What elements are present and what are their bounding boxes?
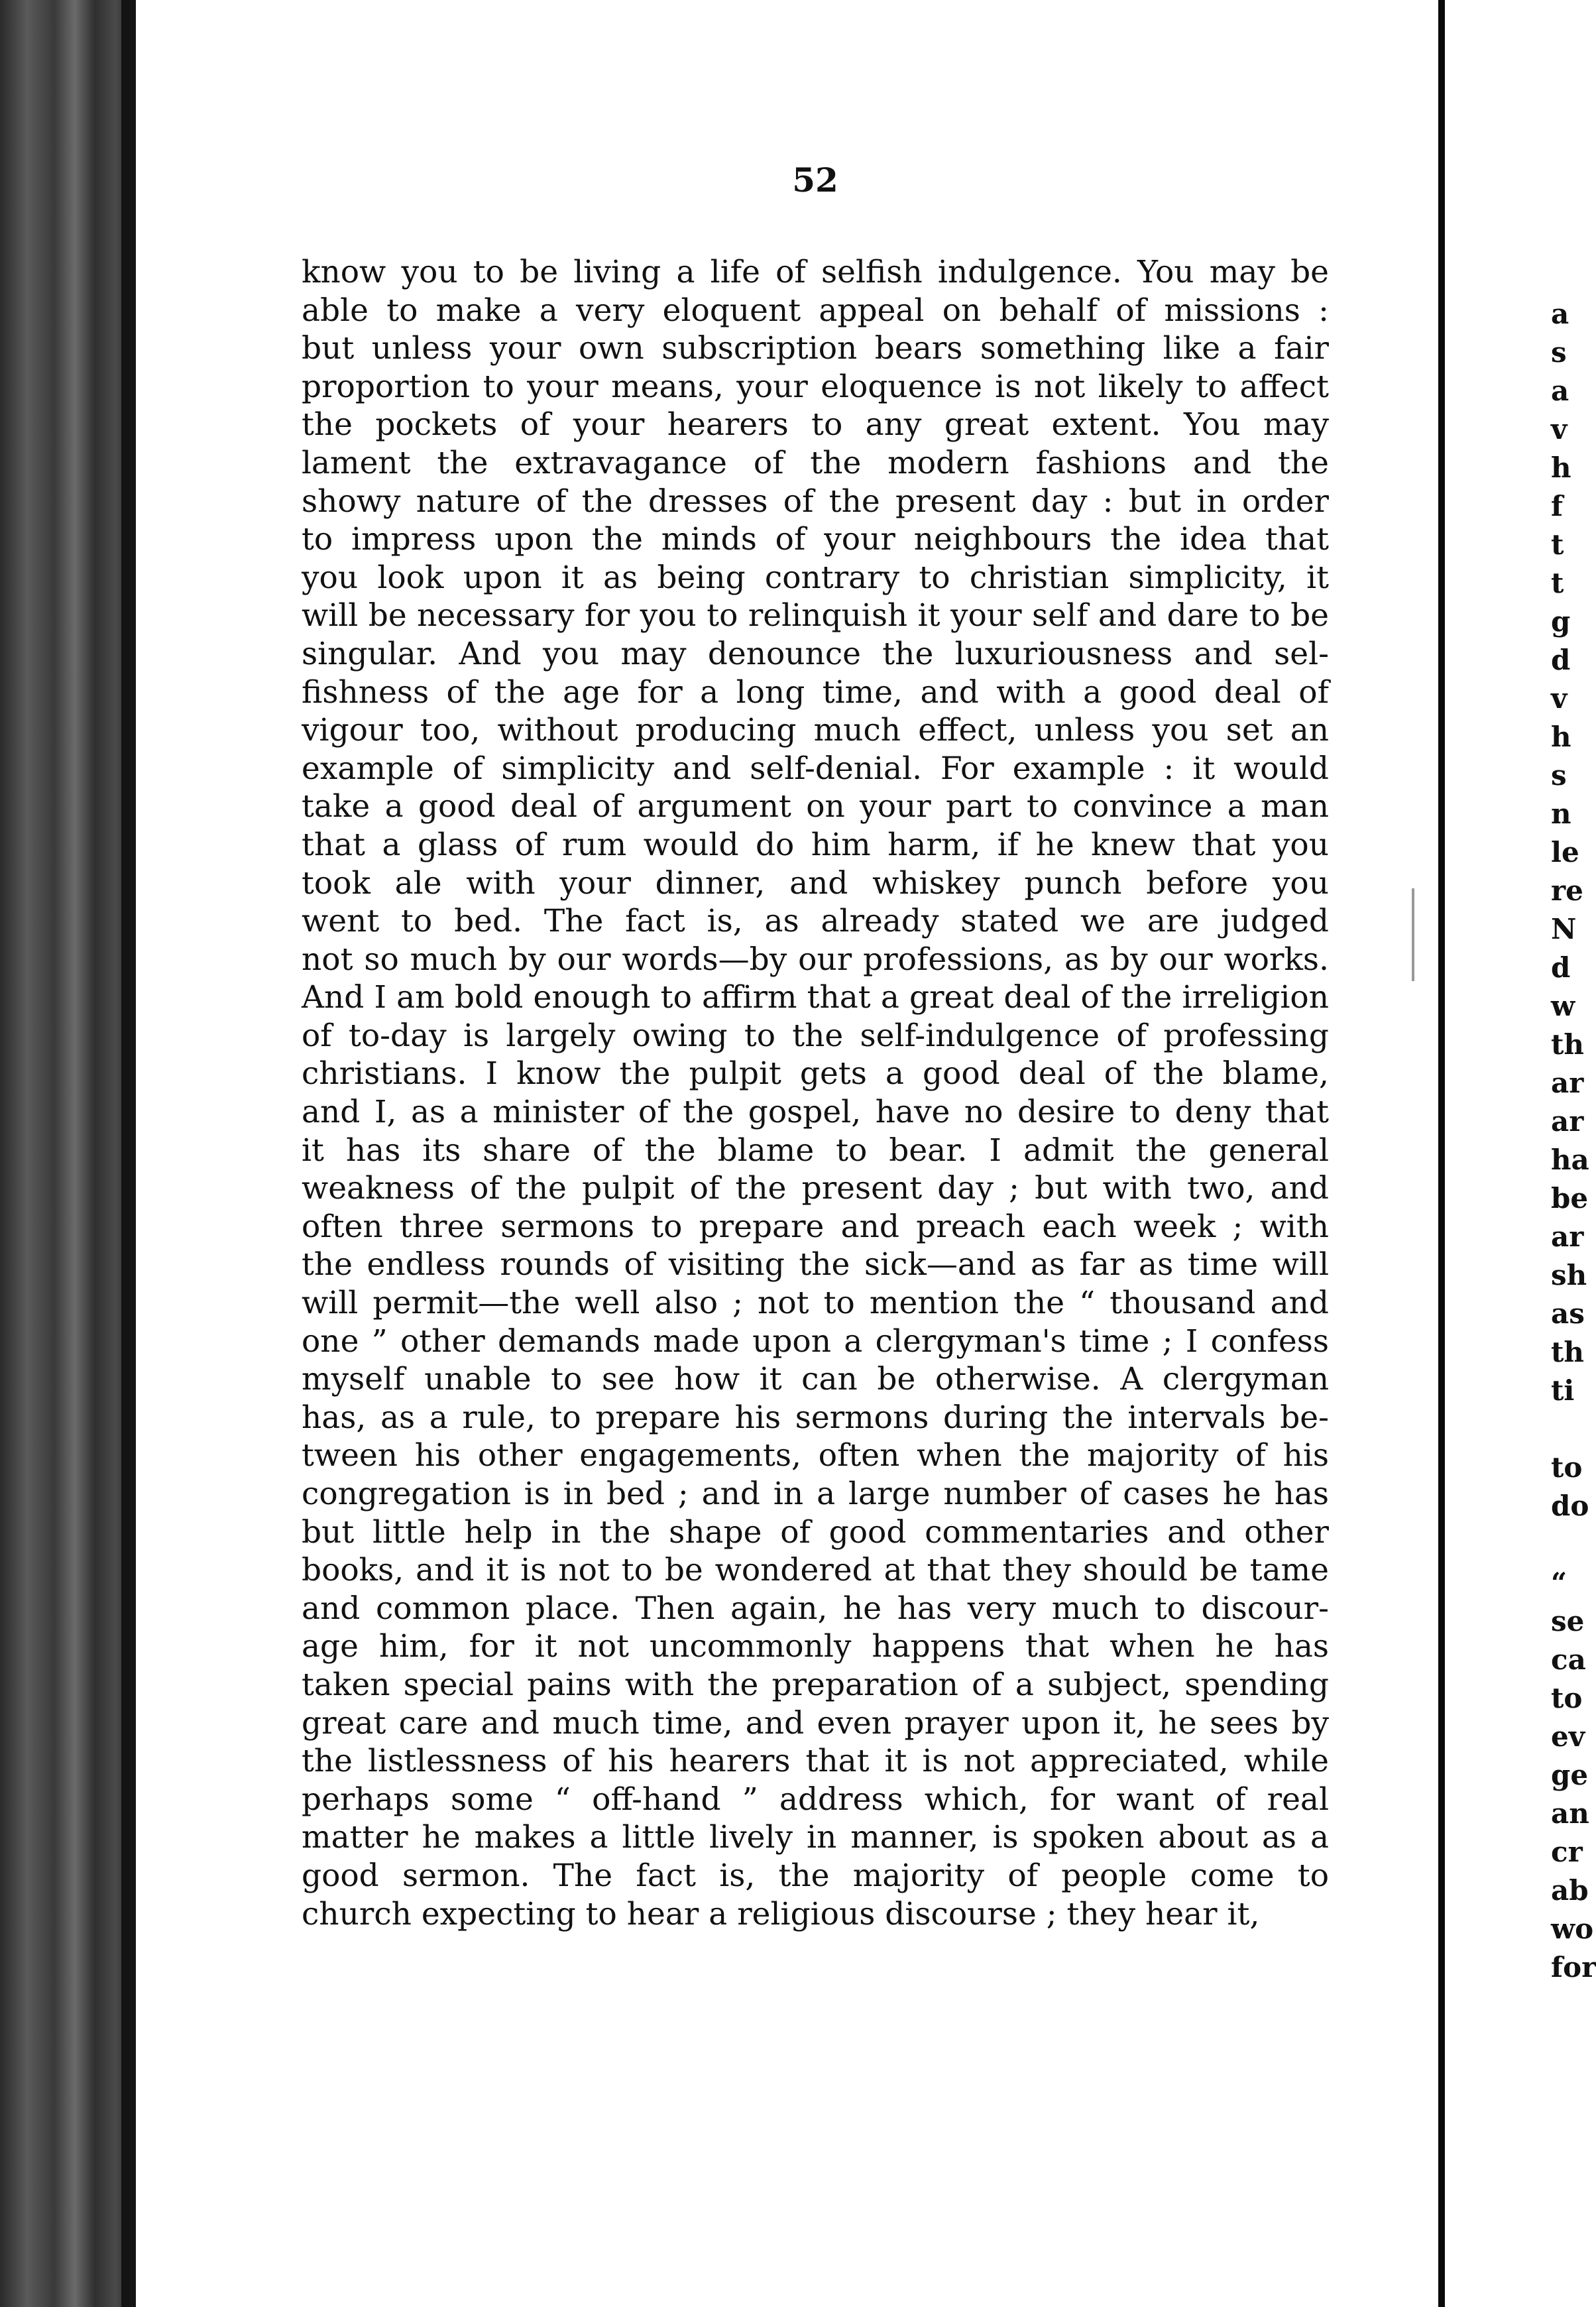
text-line: to impress upon the minds of your neighbours the idea that [302, 521, 1329, 558]
fragment-line: s [1551, 336, 1567, 369]
page-number: 52 [792, 160, 838, 200]
fragment-line: wo [1551, 1913, 1594, 1945]
text-line: church expecting to hear a religious discourse ; they hear it, [302, 1895, 1260, 1932]
text-line: one ” other demands made upon a clergyman's time ; I confess [302, 1323, 1329, 1360]
text-line: but little help in the shape of good commentaries and other [302, 1513, 1329, 1551]
text-line: weakness of the pulpit of the present day ; but with two, and [302, 1170, 1329, 1207]
text-line: good sermon. The fact is, the majority of people come to [302, 1857, 1329, 1894]
text-line: you look upon it as being contrary to christian simplicity, it [302, 559, 1329, 596]
text-line: has, as a rule, to prepare his sermons during the intervals be- [302, 1399, 1329, 1436]
fragment-line: sh [1551, 1259, 1587, 1291]
book-binding-edge [0, 0, 136, 2307]
text-line: And I am bold enough to affirm that a great deal of the irreligion [302, 979, 1329, 1016]
text-line: but unless your own subscription bears something like a fair [302, 330, 1329, 367]
fragment-line: ge [1551, 1759, 1589, 1791]
fragment-line: ar [1551, 1067, 1584, 1099]
fragment-line: g [1551, 605, 1571, 638]
text-line: take a good deal of argument on your part to convince a man [302, 788, 1329, 825]
text-line: know you to be living a life of selfish indulgence. You may be [302, 254, 1329, 290]
text-line: took ale with your dinner, and whiskey punch before you [302, 864, 1329, 902]
fragment-line: re [1551, 874, 1583, 907]
fragment-line: h [1551, 721, 1571, 753]
fragment-line [1551, 1410, 1575, 1449]
fragment-line: ar [1551, 1220, 1584, 1253]
fragment-line: ar [1551, 1105, 1584, 1138]
fragment-line: v [1551, 413, 1568, 445]
fragment-line: ev [1551, 1720, 1585, 1753]
fragment-line: ti [1551, 1374, 1575, 1407]
fragment-line: a [1551, 375, 1569, 407]
text-line: age him, for it not uncommonly happens that when he has [302, 1628, 1329, 1665]
text-line: of to-day is largely owing to the self-indulgence of professing [302, 1017, 1329, 1054]
text-line: often three sermons to prepare and preach each week ; with [302, 1208, 1329, 1245]
text-line: will be necessary for you to relinquish it your self and dare to be [302, 597, 1329, 634]
fragment-line: s [1551, 759, 1567, 792]
fragment-line [1551, 1525, 1575, 1564]
fragment-line: d [1551, 951, 1571, 984]
body-text [302, 253, 1329, 1933]
fragment-line: se [1551, 1605, 1585, 1637]
text-line: myself unable to see how it can be otherwise. A clergyman [302, 1361, 1329, 1398]
fragment-line: cr [1551, 1836, 1583, 1868]
fragment-line: do [1551, 1490, 1589, 1522]
text-line: showy nature of the dresses of the present day : but in order [302, 483, 1329, 520]
text-line: proportion to your means, your eloquence is not likely to affect [302, 368, 1329, 405]
text-line: the pockets of your hearers to any great extent. You may [302, 406, 1329, 444]
text-line: the endless rounds of visiting the sick—and as far as time will [302, 1246, 1329, 1283]
text-line: that a glass of rum would do him harm, if he knew that you [302, 826, 1329, 863]
fragment-line: h [1551, 451, 1571, 484]
fragment-line: to [1551, 1451, 1583, 1484]
fragment-line: a [1551, 298, 1569, 330]
text-line: went to bed. The fact is, as already stated we are judged [302, 903, 1329, 940]
fragment-line: th [1551, 1028, 1584, 1061]
fragment-line: to [1551, 1682, 1583, 1714]
text-line: matter he makes a little lively in manner, is spoken about as a [302, 1819, 1329, 1856]
fragment-line: be [1551, 1182, 1589, 1214]
text-line: books, and it is not to be wondered at that they should be tame [302, 1552, 1329, 1589]
text-line: the listlessness of his hearers that it is not appreciated, while [302, 1743, 1329, 1780]
text-line: able to make a very eloquent appeal on behalf of missions : [302, 292, 1329, 329]
page-crease [1412, 888, 1414, 981]
text-line: and common place. Then again, he has very much to discour- [302, 1590, 1329, 1627]
text-line: christians. I know the pulpit gets a good deal of the blame, [302, 1055, 1329, 1093]
fragment-line: an [1551, 1797, 1589, 1830]
text-line: not so much by our words—by our professions, as by our works. [302, 941, 1329, 978]
text-line: it has its share of the blame to bear. I admit the general [302, 1132, 1329, 1169]
fragment-line: ha [1551, 1144, 1589, 1176]
text-line: perhaps some “ off-hand ” address which, for want of real [302, 1781, 1329, 1818]
fragment-line: n [1551, 798, 1571, 830]
fragment-line: le [1551, 836, 1579, 868]
text-line: congregation is in bed ; and in a large number of cases he has [302, 1476, 1329, 1512]
fragment-line: th [1551, 1336, 1584, 1368]
page-gutter [1438, 0, 1445, 2307]
fragment-line: v [1551, 682, 1568, 715]
fragment-line: “ [1551, 1567, 1568, 1599]
fragment-line: d [1551, 644, 1571, 676]
text-line: tween his other engagements, often when the majority of his [302, 1437, 1329, 1474]
fragment-line: ab [1551, 1874, 1589, 1907]
fragment-line: t [1551, 528, 1564, 561]
text-line: singular. And you may denounce the luxuriousness and sel- [302, 635, 1329, 672]
text-line: taken special pains with the preparation of a subject, spending [302, 1666, 1329, 1703]
fragment-line: for [1551, 1951, 1596, 1983]
fragment-line: w [1551, 990, 1575, 1022]
text-line: great care and much time, and even prayer upon it, he sees by [302, 1704, 1329, 1742]
fragment-line: ca [1551, 1643, 1586, 1676]
text-line: will permit—the well also ; not to mention the “ thousand and [302, 1285, 1329, 1322]
fragment-line: t [1551, 567, 1564, 599]
fragment-line: N [1551, 913, 1577, 945]
fragment-line: as [1551, 1297, 1585, 1330]
text-line: lament the extravagance of the modern fashions and the [302, 444, 1329, 481]
text-line: fishness of the age for a long time, and with a good deal of [302, 674, 1329, 711]
text-line: and I, as a minister of the gospel, have no desire to deny that [302, 1094, 1329, 1131]
fragment-line: f [1551, 490, 1564, 522]
text-line: vigour too, without producing much effect, unless you set an [302, 712, 1329, 749]
next-page-fragments [1551, 295, 1596, 1987]
text-line: example of simplicity and self-denial. For example : it would [302, 750, 1329, 787]
